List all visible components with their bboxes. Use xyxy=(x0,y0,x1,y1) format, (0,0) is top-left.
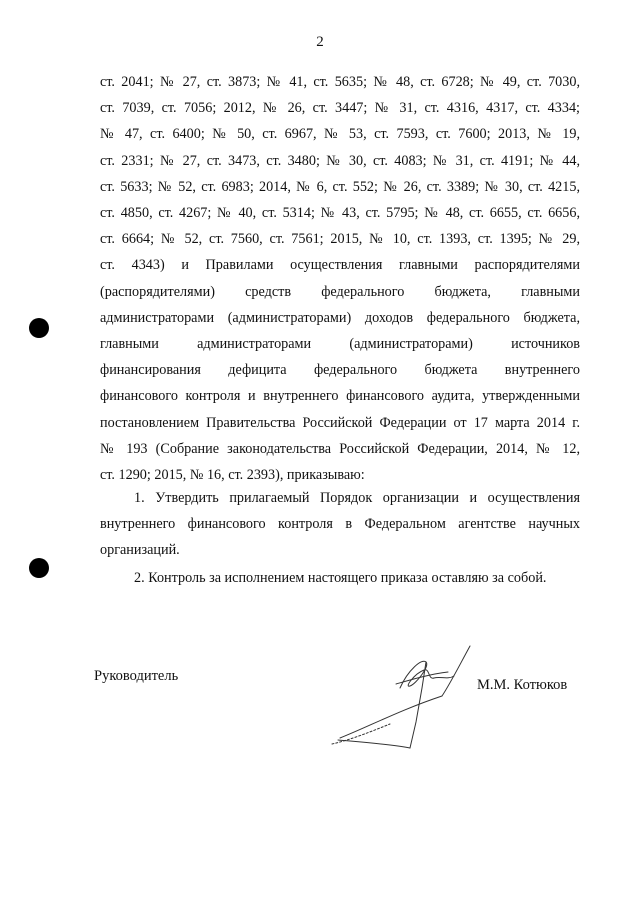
text-line: ст. 4850, ст. 4267; № 40, ст. 5314; № 43, ст. 5795; № 48, ст. 6655, ст. 6656, xyxy=(100,205,580,222)
text-line: № 193 (Собрание законодательства Российской Федерации, 2014, № 12, xyxy=(100,440,580,457)
text-line: финансового контроля и внутреннего финансового аудита, утвержденными xyxy=(100,388,580,405)
signature-icon xyxy=(330,640,490,755)
body-text xyxy=(100,69,580,488)
text-line: ст. 2331; № 27, ст. 3473, ст. 3480; № 30, ст. 4083; № 31, ст. 4191; № 44, xyxy=(100,152,580,169)
page-number: 2 xyxy=(316,34,324,50)
text-line: финансирования дефицита федерального бюджета внутреннего xyxy=(100,362,580,379)
order-item-2 xyxy=(100,565,580,591)
signer-title: Руководитель xyxy=(94,668,179,684)
order-item-1 xyxy=(100,485,580,563)
text-line: администраторами (администраторами) доходов федерального бюджета, xyxy=(100,309,580,326)
punch-hole-top xyxy=(29,318,49,338)
text-line: (распорядителями) средств федерального бюджета, главными xyxy=(100,283,580,300)
text-line: внутреннего финансового контроля в Федеральном агентстве научных xyxy=(100,516,580,532)
punch-hole-bottom xyxy=(29,558,49,578)
text-line: № 47, ст. 6400; № 50, ст. 6967, № 53, ст. 7593, ст. 7600; 2013, № 19, xyxy=(100,126,580,143)
text-line: 2. Контроль за исполнением настоящего приказа оставляю за собой. xyxy=(134,570,547,586)
text-line: 1. Утвердить прилагаемый Порядок организации и осуществления xyxy=(134,490,580,506)
text-line: ст. 4343) и Правилами осуществления главными распорядителями xyxy=(100,257,580,274)
signer-name: М.М. Котюков xyxy=(477,677,568,693)
text-line: главными администраторами (администраторами) источников xyxy=(100,336,580,353)
text-line: ст. 5633; № 52, ст. 6983; 2014, № 6, ст. 552; № 26, ст. 3389; № 30, ст. 4215, xyxy=(100,178,580,195)
text-line: ст. 6664; № 52, ст. 7560, ст. 7561; 2015, № 10, ст. 1393, ст. 1395; № 29, xyxy=(100,231,580,248)
text-line: организаций. xyxy=(100,542,180,558)
text-line: постановлением Правительства Российской Федерации от 17 марта 2014 г. xyxy=(100,414,580,431)
text-line: ст. 2041; № 27, ст. 3873; № 41, ст. 5635; № 48, ст. 6728; № 49, ст. 7030, xyxy=(100,74,580,90)
text-line: ст. 7039, ст. 7056; 2012, № 26, ст. 3447; № 31, ст. 4316, 4317, ст. 4334; xyxy=(100,100,580,117)
text-line: ст. 1290; 2015, № 16, ст. 2393), приказываю: xyxy=(100,467,365,484)
